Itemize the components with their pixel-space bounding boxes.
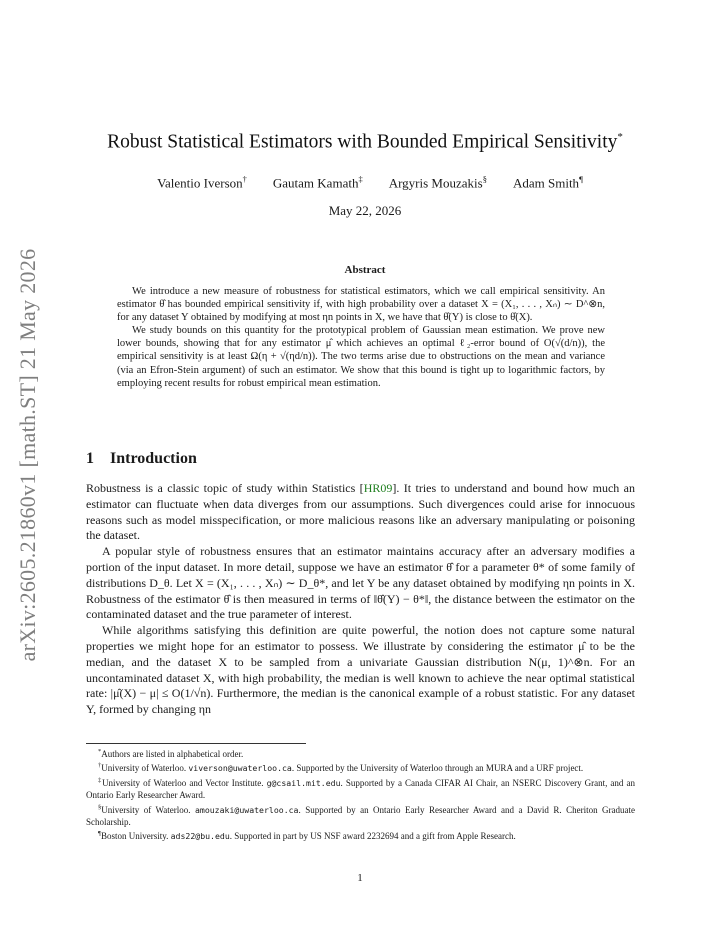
footnote (86, 746, 635, 760)
author (273, 174, 363, 191)
paragraph-text: Robustness is a classic topic of study within Statistics [ (86, 481, 364, 495)
abstract-heading: Abstract (344, 264, 386, 276)
footnote-text: University of Waterloo. (101, 804, 195, 815)
author-name: Adam Smith (512, 175, 580, 191)
footnote (86, 828, 635, 842)
abstract-paragraph: We introduce a new measure of robustness for statistical estimators, which we call empirical sensitivity. An estimator θ̂ has bounded empirical sensitivity if, with high probability over a dataset X = (X₁, . . . , Xₙ) ∼ D^⊗n, for any dataset Y obtained by modifying at most ηn points in X, we have that θ̂(Y) is close to θ̂(X). (117, 286, 605, 324)
footnote-text: Authors are listed in alphabetical order. (101, 749, 244, 759)
section-body (86, 481, 635, 718)
footnote-text: Boston University. (100, 831, 171, 842)
section-heading (86, 450, 197, 468)
abstract-paragraph: We study bounds on this quantity for the prototypical problem of Gaussian mean estimation. We prove new lower bounds, showing that for any estimator μ̂ which achieves an optimal ℓ₂-error bound of O(√(d/n)), the empirical sensitivity is at least Ω(η + √(ηd/n)). The two terms arise due to obstructions on the mean and variance (via an Efron-Stein argument) of such an estimator. We show that this bound is tight up to logarithmic factors, by employing recent results for robust empirical mean estimation. (117, 325, 605, 389)
footnote-text: . Supported by a Canada CIFAR AI Chair, an NSERC Discovery Grant, and an Ontario Early Researcher Award. (86, 777, 635, 801)
publication-date: May 22, 2026 (328, 203, 402, 218)
footnote-mark: * (98, 748, 102, 755)
paper-title-text: Robust Statistical Estimators with Bounded Empirical Sensitivity (107, 131, 618, 153)
author (389, 174, 487, 191)
arxiv-identifier-text: arXiv:2605.21860v1 [math.ST] 21 May 2026 (15, 248, 40, 662)
footnote-mark: ¶ (98, 830, 101, 838)
footnote-mark: § (98, 803, 102, 811)
footnote-text: University of Waterloo. (101, 763, 189, 774)
footnote-text: . Supported in part by US NSF award 2232694 and a gift from Apple Research. (229, 831, 516, 842)
body-paragraph: A popular style of robustness ensures that an estimator maintains accuracy after an adversary modifies a portion of the input dataset. In more detail, suppose we have an estimator θ̂ for a parameter θ* of some family of distributions D_θ. Let X = (X₁, . . . , Xₙ) ∼ D_θ*, and let Y be any dataset obtained by modifying ηn points in X. Robustness of the estimator θ̂ is then measured in terms of ‖θ̂(Y) − θ*‖, the distance between the estimator on the contaminated dataset and the true parameter of interest. (86, 544, 635, 622)
footnote-text: . Supported by an Ontario Early Researcher Award and a David R. Cheriton Graduate Scholarship. (86, 804, 636, 828)
body-paragraph: While algorithms satisfying this definition are quite powerful, the notion does not capture some natural properties we might hope for an estimator to possess. We illustrate by considering the estimator μ̂ to be the median, and the dataset X to be sampled from a univariate Gaussian distribution N(μ, 1)^⊗n. For an uncontaminated dataset X, with high probability, the median is well known to achieve the near optimal statistical rate: |μ̂(X) − μ| ≤ O(1/√n). Furthermore, the median is the canonical example of a robust statistic. For any dataset Y, formed by changing ηn (86, 623, 635, 717)
page-number: 1 (357, 872, 363, 884)
footnote-text: . Supported by the University of Waterloo through an MURA and a URF project. (291, 763, 584, 774)
citation-link[interactable]: HR09 (363, 481, 393, 495)
section-number: 1 (86, 450, 94, 467)
footnote-mark: † (98, 762, 102, 770)
footnote-mark: ‡ (98, 776, 103, 784)
footnote-email[interactable]: ads22@bu.edu (170, 831, 230, 842)
author-name: Argyris Mouzakis (388, 175, 483, 191)
footnote-email[interactable]: amouzaki@uwaterloo.ca (194, 804, 299, 815)
footnote-email[interactable]: g@csail.mit.edu (266, 777, 341, 788)
paragraph-text: ]. It tries to understand and bound how much an estimator can fluctuate when data diverges from our assumptions. Such divergences could arise for innocuous reasons such as model misspecification, or more malicious reasons like an adversary manipulating or poisoning the dataset. (86, 481, 636, 543)
author-list (80, 174, 660, 191)
section-title: Introduction (110, 450, 197, 467)
author-name: Gautam Kamath (272, 175, 359, 191)
author-footnote-mark: § (482, 174, 487, 184)
abstract-body (117, 285, 605, 390)
author-footnote-mark: ¶ (579, 174, 583, 184)
footnote (86, 760, 635, 774)
author (157, 174, 247, 191)
author-footnote-mark: ‡ (358, 174, 363, 184)
footnotes (86, 746, 635, 843)
body-paragraph (86, 481, 635, 544)
footnote-text: University of Waterloo and Vector Institute. (102, 777, 267, 788)
footnote (86, 775, 635, 802)
footnote-email[interactable]: viverson@uwaterloo.ca (188, 763, 292, 774)
author-name: Valentio Iverson (157, 175, 243, 191)
paper-title (60, 131, 670, 154)
author-footnote-mark: † (242, 174, 247, 184)
title-footnote-mark: * (617, 131, 623, 143)
author (513, 174, 583, 191)
arxiv-identifier-stamp (8, 245, 48, 665)
footnote-divider (86, 743, 306, 744)
footnote (86, 802, 635, 829)
